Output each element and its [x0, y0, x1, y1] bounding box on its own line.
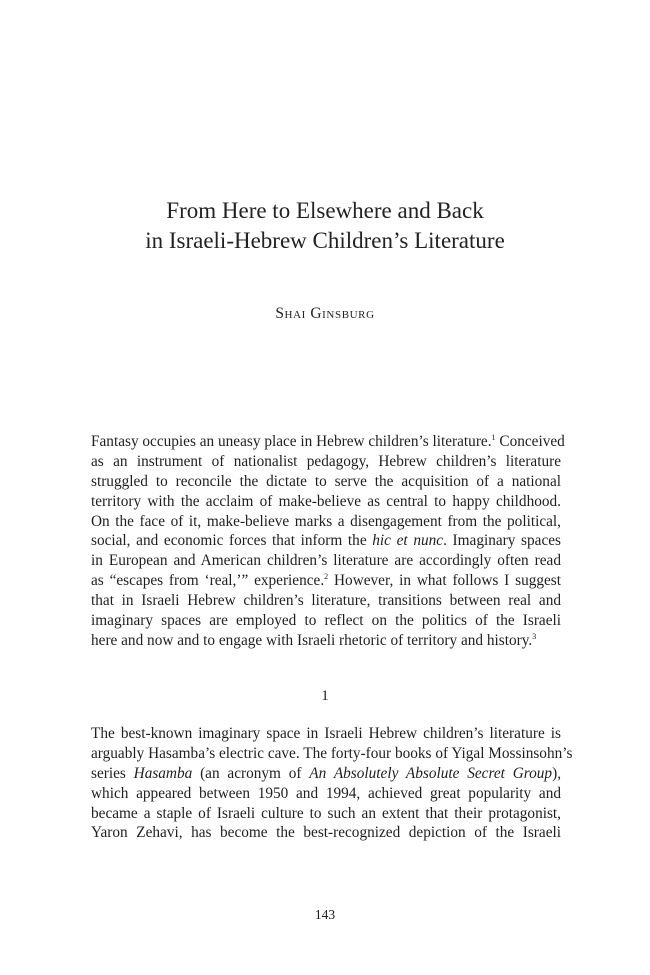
paragraph-1: [91, 432, 565, 651]
page-number: 143: [314, 907, 336, 922]
text-line: social, and economic forces that inform the hic et nunc. Imaginary spaces: [91, 532, 561, 550]
text-line: struggled to reconcile the dictate to serve the acquisition of a national: [91, 472, 561, 490]
text-line: The best-known imaginary space in Israeli Hebrew children’s literature is: [91, 725, 561, 742]
text-line: that in Israeli Hebrew children’s literature, transitions between real and: [91, 592, 561, 610]
text-line: in European and American children’s literature are accordingly often read: [91, 552, 561, 570]
text-line: On the face of it, make-believe marks a disengagement from the political,: [91, 512, 561, 530]
text-line: Yaron Zehavi, has become the best-recognized depiction of the Israeli: [91, 824, 561, 842]
chapter-title-line-2: in Israeli-Hebrew Children’s Literature: [145, 228, 505, 253]
text-line: here and now and to engage with Israeli rhetoric of territory and history.$^3$: [91, 631, 537, 649]
text-line: territory with the acclaim of make-believe as central to happy childhood.: [91, 492, 561, 510]
text-line: imaginary spaces are employed to reflect on the politics of the Israeli: [91, 612, 561, 630]
chapter-title-line-1: From Here to Elsewhere and Back: [166, 198, 484, 223]
text-line: as an instrument of nationalist pedagogy, Hebrew children’s literature: [91, 452, 561, 470]
text-line: as “escapes from ‘real,’” experience.$^2$ However, in what follows I suggest: [91, 572, 562, 590]
text-line: which appeared between 1950 and 1994, achieved great popularity and: [91, 784, 561, 802]
paragraph-2: [91, 724, 573, 843]
section-number: 1: [321, 688, 329, 704]
text-line: series Hasamba (an acronym of An Absolutely Absolute Secret Group),: [91, 764, 562, 782]
text-line: Fantasy occupies an uneasy place in Hebrew children’s literature.$^1$ Conceived: [91, 433, 565, 450]
author-name: Shai Ginsburg: [275, 305, 375, 322]
text-line: became a staple of Israeli culture to such an extent that their protagonist,: [91, 804, 561, 822]
text-line: arguably Hasamba’s electric cave. The forty-four books of Yigal Mossinsohn’s: [91, 744, 573, 762]
